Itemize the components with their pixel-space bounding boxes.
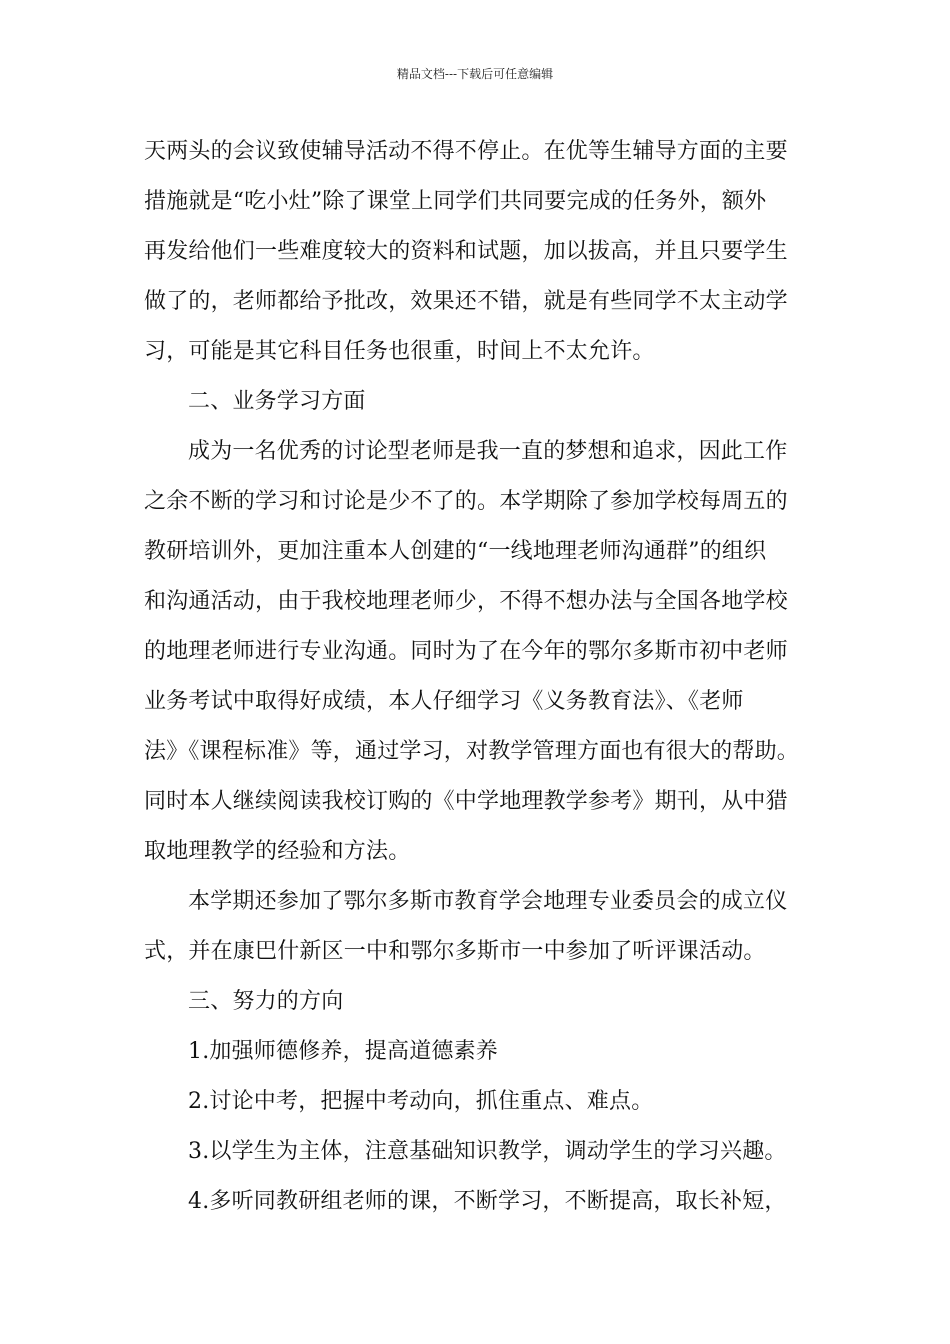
paragraph-line: 天两头的会议致使辅导活动不得不停止。在优等生辅导方面的主要 [144,139,788,164]
list-item: 1.加强师德修养，提高道德素养 [188,1039,498,1064]
list-item: 4.多听同教研组老师的课，不断学习，不断提高，取长补短， [188,1189,787,1214]
section-heading: 二、业务学习方面 [188,389,366,414]
document-body [144,130,824,1230]
paragraph-line: 再发给他们一些难度较大的资料和试题，加以拔高，并且只要学生 [144,239,788,264]
paragraph-line: 同时本人继续阅读我校订购的《中学地理教学参考》期刊，从中猎 [144,789,788,814]
section-heading: 三、努力的方向 [188,989,344,1014]
page-header: 精品文档---下载后可任意编辑 [396,67,554,81]
paragraph-line: 习，可能是其它科目任务也很重，时间上不太允许。 [144,339,655,364]
paragraph-line: 取地理教学的经验和方法。 [144,839,411,864]
paragraph-line: 业务考试中取得好成绩，本人仔细学习《义务教育法》、《老师 [144,689,744,714]
paragraph-line: 和沟通活动，由于我校地理老师少，不得不想办法与全国各地学校 [144,589,788,614]
paragraph-line: 教研培训外，更加注重本人创建的“一线地理老师沟通群”的组织 [144,539,767,564]
paragraph-line: 本学期还参加了鄂尔多斯市教育学会地理专业委员会的成立仪 [188,889,788,914]
paragraph-line: 的地理老师进行专业沟通。同时为了在今年的鄂尔多斯市初中老师 [144,639,788,664]
paragraph-line: 措施就是“吃小灶”除了课堂上同学们共同要完成的任务外，额外 [144,189,767,214]
list-item: 2.讨论中考，把握中考动向，抓住重点、难点。 [188,1089,654,1114]
paragraph-line: 之余不断的学习和讨论是少不了的。本学期除了参加学校每周五的 [144,489,788,514]
paragraph-line: 做了的，老师都给予批改，效果还不错，就是有些同学不太主动学 [144,289,788,314]
paragraph-line: 式，并在康巴什新区一中和鄂尔多斯市一中参加了听评课活动。 [144,939,766,964]
list-item: 3.以学生为主体，注意基础知识教学，调动学生的学习兴趣。 [188,1139,787,1164]
paragraph-line: 法》《课程标准》等，通过学习，对教学管理方面也有很大的帮助。 [144,739,800,764]
paragraph-line: 成为一名优秀的讨论型老师是我一直的梦想和追求，因此工作 [188,439,788,464]
